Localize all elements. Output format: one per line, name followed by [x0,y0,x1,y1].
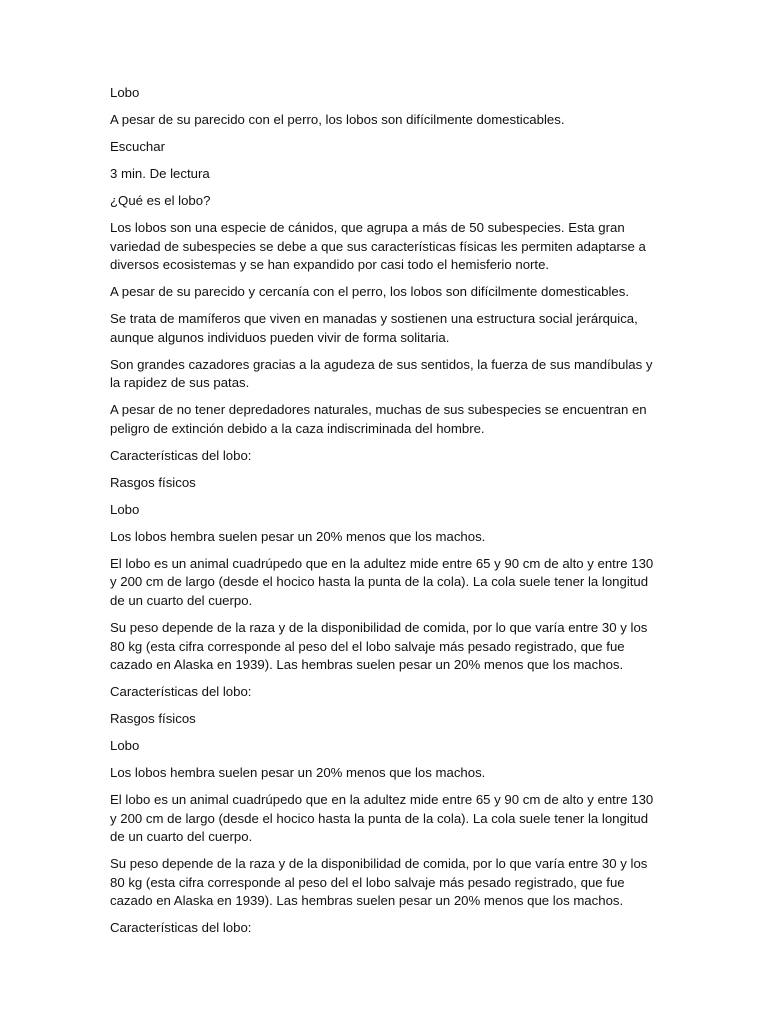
document-title: Lobo [110,85,140,100]
body-paragraph: Se trata de mamíferos que viven en manadas y sostienen una estructura social jerárquica, aunque algunos individuos pueden vivir de forma solitaria. [110,311,638,345]
body-paragraph: El lobo es un animal cuadrúpedo que en la adultez mide entre 65 y 90 cm de alto y entre 130 y 200 cm de largo (desde el hocico hasta la punta de la cola). La cola suele tener la longitud de un cuarto del cuerpo. [110,555,654,608]
body-paragraph: Los lobos hembra suelen pesar un 20% menos que los machos. [110,765,486,781]
body-paragraph: Su peso depende de la raza y de la disponibilidad de comida, por lo que varía entre 30 y los 80 kg (esta cifra corresponde al peso del el lobo salvaje más pesado registrado, que fue cazado en Alaska en 1939). Las hembras suelen pesar un 20% menos que los machos. [110,619,648,673]
body-paragraph: Su peso depende de la raza y de la disponibilidad de comida, por lo que varía entre 30 y los 80 kg (esta cifra corresponde al peso del el lobo salvaje más pesado registrado, que fue cazado en Alaska en 1939). Las hembras suelen pesar un 20% menos que los machos. [110,856,648,909]
body-paragraph: A pesar de su parecido y cercanía con el perro, los lobos son difícilmente domesticables. [110,284,629,300]
subtitle-paragraph: A pesar de su parecido con el perro, los lobos son difícilmente domesticables. [110,111,565,127]
document-page [110,84,658,946]
reading-time: 3 min. De lectura [110,165,210,181]
section-heading-characteristics: Características del lobo: [110,684,252,700]
subheading-physical-traits: Rasgos físicos [110,474,196,490]
image-caption-label: Lobo [110,738,140,754]
image-caption-label: Lobo [110,501,140,517]
subheading-physical-traits: Rasgos físicos [110,711,196,727]
body-paragraph: A pesar de no tener depredadores naturales, muchas de sus subespecies se encuentran en peligro de extinción debido a la caza indiscriminada del hombre. [110,402,647,436]
section-heading-what-is: ¿Qué es el lobo? [110,192,211,208]
body-paragraph: Los lobos son una especie de cánidos, que agrupa a más de 50 subespecies. Esta gran variedad de subespecies se debe a que sus características físicas les permiten adaptarse a diversos ecosistemas y se han expandido por casi todo el hemisferio norte. [110,219,646,273]
section-heading-characteristics: Características del lobo: [110,447,252,463]
body-paragraph: Son grandes cazadores gracias a la agudeza de sus sentidos, la fuerza de sus mandíbulas y la rapidez de sus patas. [110,356,653,391]
body-paragraph: El lobo es un animal cuadrúpedo que en la adultez mide entre 65 y 90 cm de alto y entre 130 y 200 cm de largo (desde el hocico hasta la punta de la cola). La cola suele tener la longitud de un cuarto del cuerpo. [110,792,654,845]
listen-label: Escuchar [110,138,165,154]
body-paragraph: Los lobos hembra suelen pesar un 20% menos que los machos. [110,528,486,544]
section-heading-characteristics: Características del lobo: [110,920,252,936]
